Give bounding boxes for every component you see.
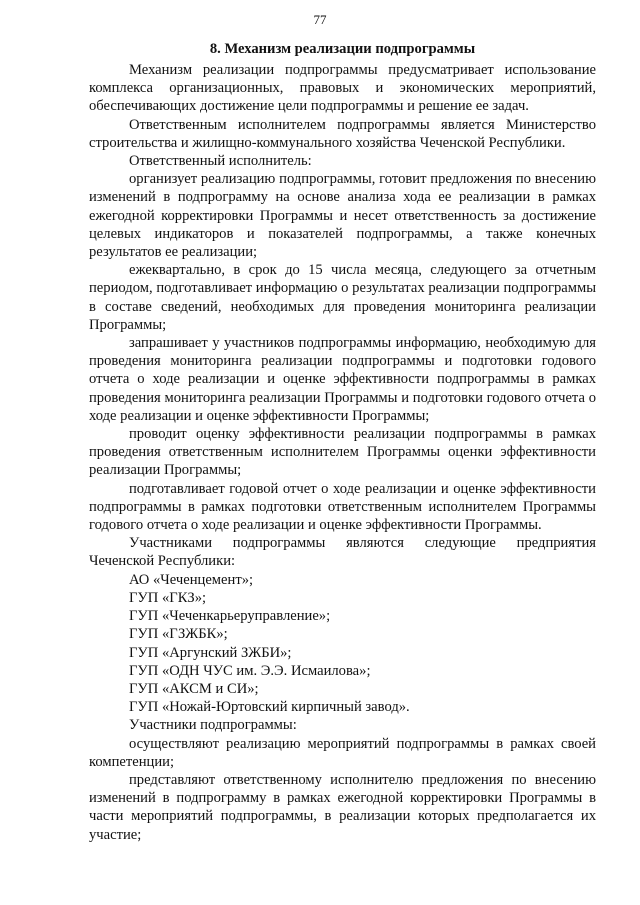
paragraph-mechanism: Механизм реализации подпрограммы предусматривает использование комплекса организационных, правовых и экономических мероприятий, обеспечивающих достижение цели подпрограммы и решение ее задач. [89,62,596,115]
section-heading: 8. Механизм реализации подпрограммы [209,41,476,57]
paragraph-implement: осуществляют реализацию мероприятий подпрограммы в рамках своей компетенции; [89,735,596,770]
paragraph-organizes: организует реализацию подпрограммы, готовит предложения по внесению изменений в подпрограмму на основе анализа хода ее реализации в рамках ежегодной корректировки Программы и несет ответственность за достижение целевых индикаторов и показателей подпрограммы, а также конечных результатов ее реализации; [89,171,596,261]
list-item: ГУП «Чеченкарьеруправление»; [129,608,331,625]
document-body [89,40,596,844]
list-item: ГУП «Аргунский ЗЖБИ»; [129,644,292,661]
list-item: ГУП «ГКЗ»; [129,589,207,606]
paragraph-participants-intro: Участниками подпрограммы являются следующие предприятия Чеченской Республики: [89,535,596,570]
paragraph-requests: запрашивает у участников подпрограммы информацию, необходимую для проведения мониторинга реализации подпрограммы и подготовки годового отчета о ходе реализации и оценке эффективности подпрограммы в рамках проведения мониторинга реализации Программы и подготовки годового отчета о ходе реализации и оценке эффективности Программы; [89,335,596,424]
list-item: ГУП «ОДН ЧУС им. Э.Э. Исмаилова»; [129,662,371,679]
list-item: ГУП «Ножай-Юртовский кирпичный завод». [129,699,410,716]
paragraph-participants-label: Участники подпрограммы: [129,717,297,734]
list-item: ГУП «АКСМ и СИ»; [129,680,259,697]
paragraph-executor-intro: Ответственный исполнитель: [129,153,312,170]
paragraph-quarterly: ежеквартально, в срок до 15 числа месяца, следующего за отчетным периодом, подготавливает информацию о результатах реализации подпрограммы в составе сведений, необходимых для проведения мониторинга реализации Программы; [89,262,596,333]
list-item: АО «Чеченцемент»; [129,571,254,588]
page-number: 77 [313,12,327,27]
list-item: ГУП «ГЗЖБК»; [129,626,228,643]
participants-list [89,571,596,717]
paragraph-submit-proposals: представляют ответственному исполнителю предложения по внесению изменений в подпрограмму в рамках ежегодной корректировки Программы в части мероприятий подпрограммы, в реализации которых предполагается их участие; [89,771,596,843]
paragraph-evaluates: проводит оценку эффективности реализации подпрограммы в рамках проведения ответственным исполнителем Программы оценки эффективности реализации Программы; [89,426,596,479]
paragraph-annual-report: подготавливает годовой отчет о ходе реализации и оценке эффективности подпрограммы в рамках подготовки ответственным исполнителем Программы годового отчета о ходе реализации и оценке эффективности Программы. [89,480,596,534]
paragraph-responsible-executor: Ответственным исполнителем подпрограммы является Министерство строительства и жилищно-коммунального хозяйства Чеченской Республики. [89,116,596,151]
